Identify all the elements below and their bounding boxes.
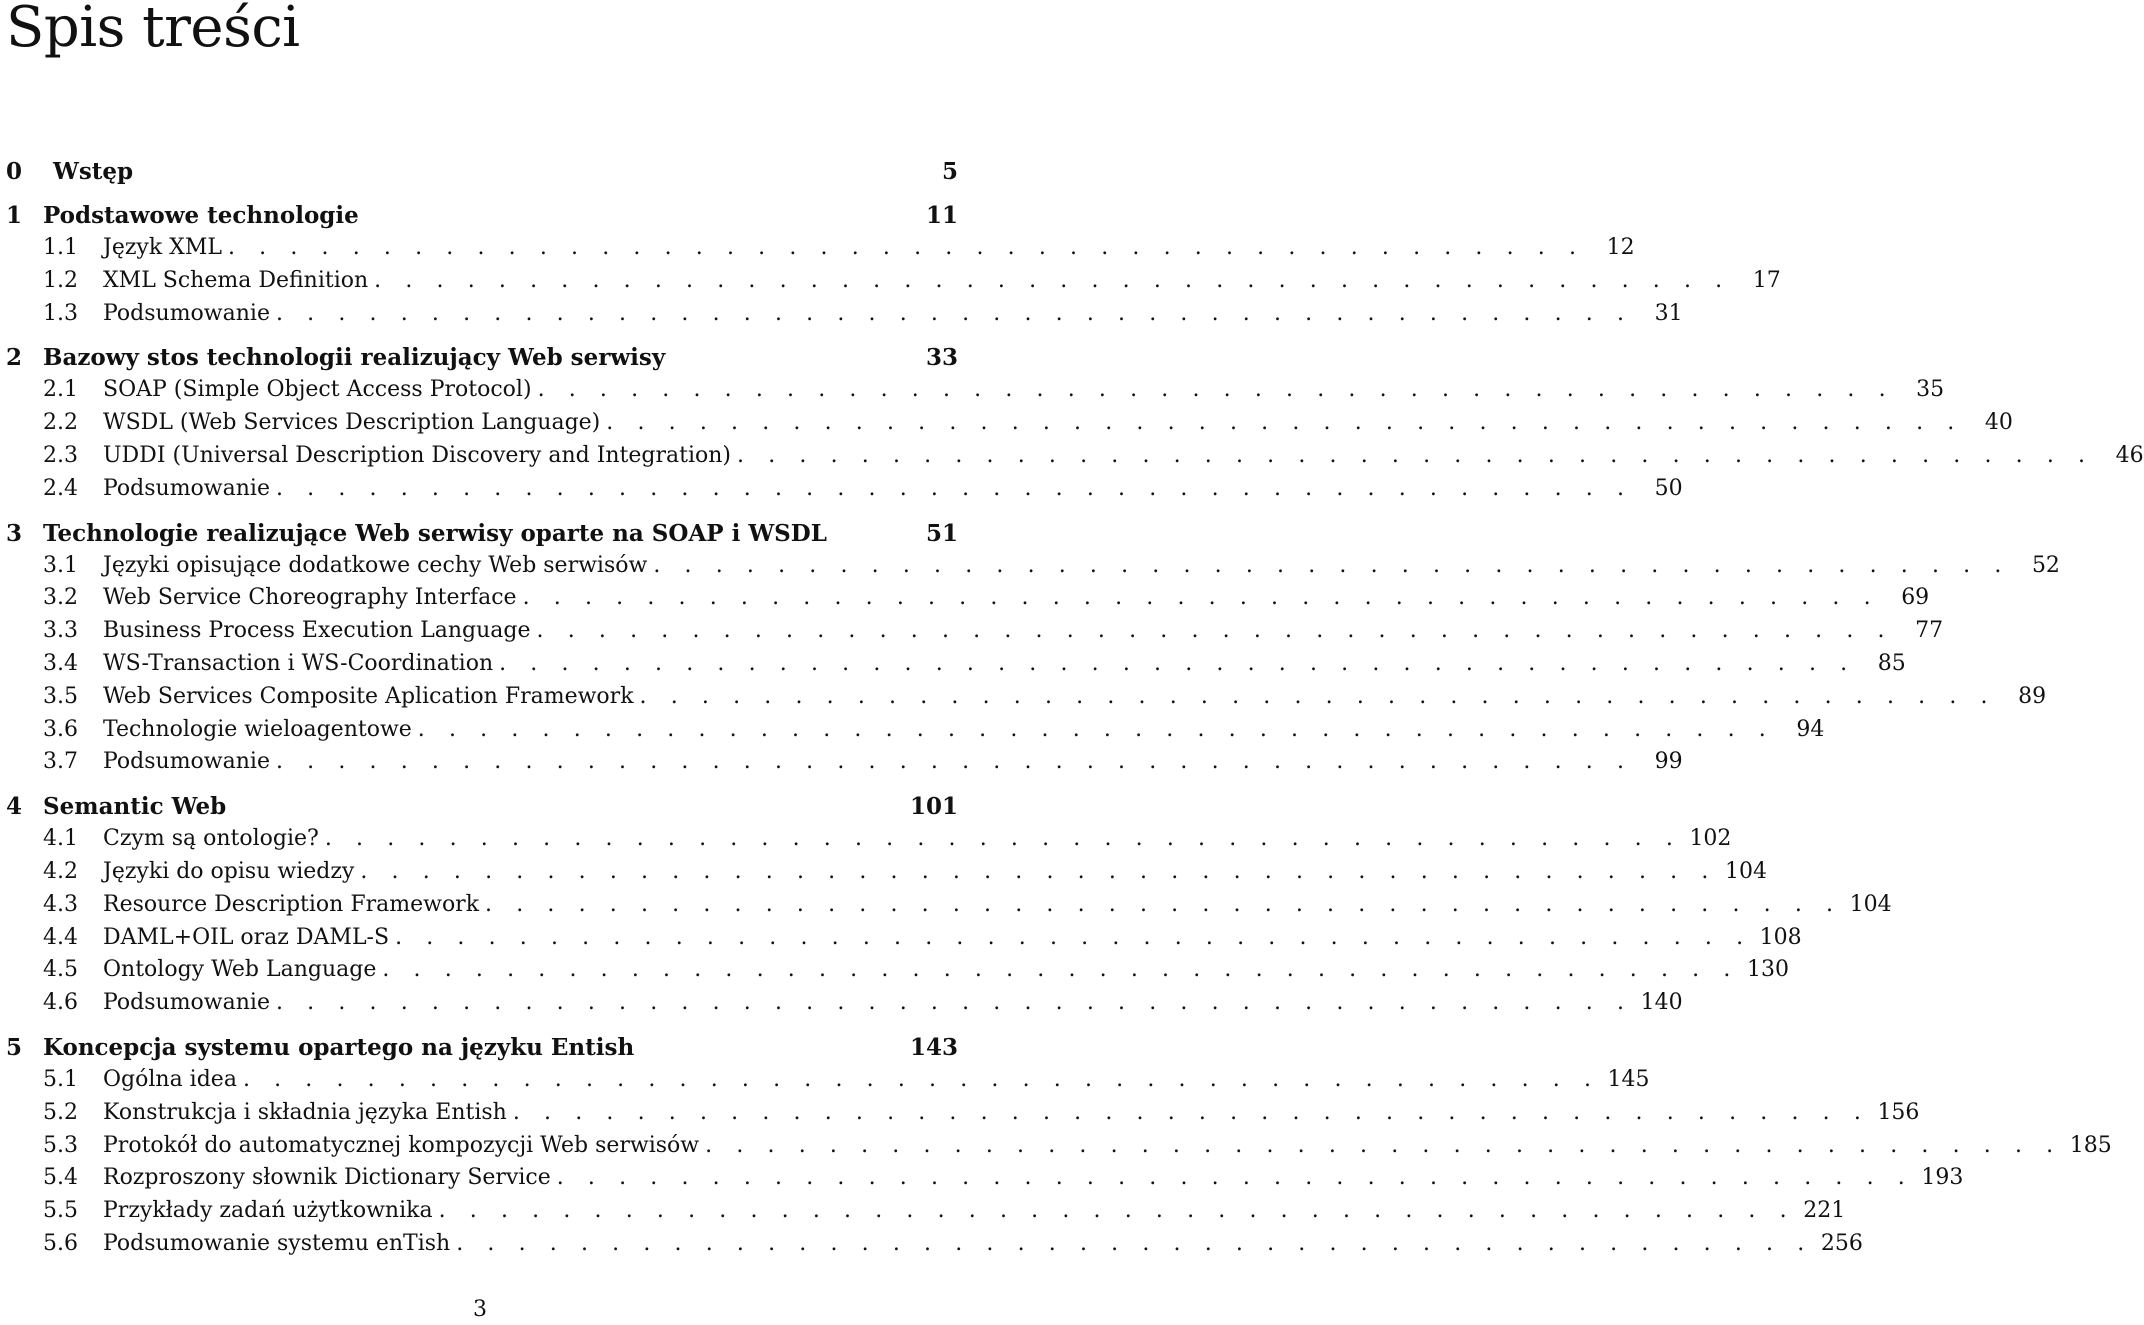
- section-number: 5.1: [43, 1066, 78, 1092]
- section-title: Języki opisujące dodatkowe cechy Web serwisów: [103, 552, 648, 578]
- toc-section[interactable]: [6, 582, 1930, 615]
- section-title: Ontology Web Language: [103, 957, 377, 983]
- toc-section[interactable]: [6, 954, 1789, 987]
- toc-section[interactable]: [6, 615, 1944, 648]
- toc-section[interactable]: [6, 407, 2013, 440]
- dot-leader: . . . . . . . . . . . . . . . . . . . . . . . . . . . . . . . . . . . . . . . . . . . .: [499, 650, 1856, 676]
- section-number: 1.1: [43, 235, 78, 260]
- section-title: Podsumowanie: [103, 475, 270, 501]
- chapter-number: 0: [6, 158, 23, 185]
- chapter-number: 3: [6, 519, 23, 547]
- dot-leader: . . . . . . . . . . . . . . . . . . . . . . . . . . . . . . . . . . . . . . . . . . . .: [382, 957, 1739, 983]
- dot-leader: . . . . . . . . . . . . . . . . . . . . . . . . . . . . . . . . . . . . . . . . . . . .: [275, 749, 1633, 775]
- section-page: 17: [1752, 267, 1781, 293]
- section-title: Podsumowanie: [103, 990, 270, 1016]
- section-number: 4.4: [43, 924, 78, 950]
- toc-section[interactable]: [6, 856, 1767, 889]
- section-title: Rozproszony słownik Dictionary Service: [103, 1165, 551, 1191]
- section-page: 156: [1877, 1099, 1920, 1125]
- chapter-title: Koncepcja systemu opartego na języku Entish: [43, 1033, 635, 1061]
- chapter-title: Technologie realizujące Web serwisy oparte na SOAP i WSDL: [43, 519, 827, 547]
- chapter-title: Semantic Web: [43, 793, 227, 821]
- section-title: Web Services Composite Aplication Framework: [103, 683, 634, 709]
- section-page: 130: [1746, 957, 1789, 983]
- section-page: 94: [1796, 716, 1825, 742]
- dot-leader: . . . . . . . . . . . . . . . . . . . . . . . . . . . . . . . . . . . . . . . . . . . .: [606, 410, 1963, 436]
- section-number: 2.4: [43, 475, 78, 501]
- toc-section[interactable]: [6, 922, 1802, 955]
- section-number: 2.1: [43, 377, 78, 403]
- table-of-contents: [6, 155, 2144, 1261]
- section-title: Ogólna idea: [103, 1066, 237, 1092]
- dot-leader: . . . . . . . . . . . . . . . . . . . . . . . . . . . . . . . . . . . . . . . . . . . .: [556, 1165, 1914, 1191]
- dot-leader: . . . . . . . . . . . . . . . . . . . . . . . . . . . . . . . . . . . . . . . . . . . .: [275, 990, 1633, 1016]
- toc-section[interactable]: [6, 648, 1906, 681]
- toc-section[interactable]: [6, 1162, 1964, 1195]
- dot-leader: . . . . . . . . . . . . . . . . . . . . . . . . . . . . . . . . . . . . . . . . . . . .: [360, 858, 1717, 884]
- chapter-title: Bazowy stos technologii realizujący Web serwisy: [43, 344, 666, 372]
- section-title: SOAP (Simple Object Access Protocol): [103, 377, 532, 403]
- section-page: 89: [2018, 683, 2047, 709]
- dot-leader: . . . . . . . . . . . . . . . . . . . . . . . . . . . . . . . . . . . . . . . . . . . .: [737, 442, 2094, 468]
- toc-section[interactable]: [6, 1228, 1863, 1261]
- section-number: 3.1: [43, 552, 78, 578]
- section-page: 46: [2115, 442, 2144, 468]
- section-number: 3.5: [43, 683, 78, 709]
- section-page: 99: [1654, 749, 1683, 775]
- dot-leader: . . . . . . . . . . . . . . . . . . . . . . . . . . . . . . . . . . . . . . . . . . . .: [395, 924, 1752, 950]
- section-title: Czym są ontologie?: [103, 826, 319, 852]
- chapter-page: 101: [909, 793, 958, 821]
- chapter-title: Wstęp: [53, 158, 134, 185]
- section-title: Podsumowanie: [103, 300, 270, 326]
- section-title: WS-Transaction i WS-Coordination: [103, 650, 494, 676]
- section-number: 2.2: [43, 410, 78, 436]
- dot-leader: . . . . . . . . . . . . . . . . . . . . . . . . . . . . . . . . . . . . . . . . . . . .: [512, 1099, 1870, 1125]
- toc-section[interactable]: [6, 987, 1683, 1020]
- toc-section[interactable]: [6, 265, 1781, 298]
- section-number: 3.6: [43, 716, 78, 742]
- section-title: Podsumowanie: [103, 749, 270, 775]
- dot-leader: . . . . . . . . . . . . . . . . . . . . . . . . . . . . . . . . . . . . . . . . . . . .: [438, 1198, 1796, 1224]
- dot-leader: . . . . . . . . . . . . . . . . . . . . . . . . . . . . . . . . . . . . . . . . . . . .: [456, 1230, 1813, 1256]
- toc-section[interactable]: [6, 232, 1635, 265]
- section-number: 4.1: [43, 826, 78, 852]
- toc-chapter[interactable]: [6, 1031, 958, 1064]
- toc-section[interactable]: [6, 681, 2047, 714]
- section-page: 77: [1915, 618, 1944, 644]
- section-title: UDDI (Universal Description Discovery and Integration): [103, 442, 732, 468]
- section-title: Przykłady zadań użytkownika: [103, 1198, 433, 1224]
- section-page: 185: [2069, 1132, 2112, 1158]
- section-page: 193: [1921, 1165, 1964, 1191]
- chapter-page: 33: [925, 344, 958, 372]
- section-page: 52: [2031, 552, 2060, 578]
- section-title: Podsumowanie systemu enTish: [103, 1230, 451, 1256]
- toc-section[interactable]: [6, 440, 2144, 473]
- section-number: 2.3: [43, 442, 78, 468]
- section-title: Business Process Execution Language: [103, 618, 531, 644]
- section-title: Protokół do automatycznej kompozycji Web serwisów: [103, 1132, 700, 1158]
- page-title: Spis treści: [6, 0, 300, 60]
- dot-leader: . . . . . . . . . . . . . . . . . . . . . . . . . . . . . . . . . . . . . . . . . . . .: [374, 267, 1731, 293]
- toc-chapter[interactable]: [6, 199, 958, 232]
- section-page: 221: [1803, 1198, 1846, 1224]
- toc-section[interactable]: [6, 714, 1825, 747]
- section-page: 102: [1689, 826, 1732, 852]
- toc-section[interactable]: [6, 1097, 1920, 1130]
- section-page: 31: [1654, 300, 1683, 326]
- toc-section[interactable]: [6, 1130, 2112, 1163]
- section-title: Język XML: [103, 235, 222, 260]
- chapter-number: 5: [6, 1033, 23, 1061]
- section-number: 4.6: [43, 990, 78, 1016]
- dot-leader: . . . . . . . . . . . . . . . . . . . . . . . . . . . . . . . . . . . . . . . . . . . .: [485, 891, 1842, 917]
- section-title: WSDL (Web Services Description Language): [103, 410, 601, 436]
- section-number: 4.5: [43, 957, 78, 983]
- section-page: 108: [1759, 924, 1802, 950]
- dot-leader: . . . . . . . . . . . . . . . . . . . . . . . . . . . . . . . . . . . . . . . . . . . .: [227, 235, 1585, 260]
- section-page: 35: [1916, 377, 1945, 403]
- toc-section[interactable]: [6, 298, 1683, 331]
- toc-section[interactable]: [6, 374, 1945, 407]
- section-page: 145: [1607, 1066, 1650, 1092]
- dot-leader: . . . . . . . . . . . . . . . . . . . . . . . . . . . . . . . . . . . . . . . . . . . .: [705, 1132, 2062, 1158]
- toc-chapter[interactable]: [6, 155, 958, 188]
- section-title: XML Schema Definition: [103, 267, 369, 293]
- dot-leader: . . . . . . . . . . . . . . . . . . . . . . . . . . . . . . . . . . . . . . . . . . . .: [536, 618, 1894, 644]
- section-page: 50: [1654, 475, 1683, 501]
- toc-section[interactable]: [6, 889, 1892, 922]
- toc-section[interactable]: [6, 823, 1732, 856]
- dot-leader: . . . . . . . . . . . . . . . . . . . . . . . . . . . . . . . . . . . . . . . . . . . .: [417, 716, 1775, 742]
- toc-chapter[interactable]: [6, 517, 958, 550]
- section-page: 69: [1901, 585, 1930, 611]
- toc-section[interactable]: [6, 1195, 1846, 1228]
- dot-leader: . . . . . . . . . . . . . . . . . . . . . . . . . . . . . . . . . . . . . . . . . . . .: [324, 826, 1682, 852]
- chapter-number: 2: [6, 344, 23, 372]
- section-title: DAML+OIL oraz DAML-S: [103, 924, 390, 950]
- dot-leader: . . . . . . . . . . . . . . . . . . . . . . . . . . . . . . . . . . . . . . . . . . . .: [639, 683, 1997, 709]
- section-page: 256: [1820, 1230, 1863, 1256]
- section-number: 1.2: [43, 267, 78, 293]
- dot-leader: . . . . . . . . . . . . . . . . . . . . . . . . . . . . . . . . . . . . . . . . . . . .: [653, 552, 2010, 578]
- section-page: 40: [1984, 410, 2013, 436]
- section-page: 104: [1849, 891, 1892, 917]
- toc-section[interactable]: [6, 550, 2060, 583]
- section-page: 85: [1877, 650, 1906, 676]
- section-number: 3.3: [43, 618, 78, 644]
- toc-chapter[interactable]: [6, 790, 958, 823]
- section-number: 4.3: [43, 891, 78, 917]
- toc-section[interactable]: [6, 746, 1683, 779]
- toc-section[interactable]: [6, 473, 1683, 506]
- section-title: Konstrukcja i składnia języka Entish: [103, 1099, 507, 1125]
- section-number: 3.4: [43, 650, 78, 676]
- chapter-page: 5: [941, 158, 958, 185]
- section-page: 104: [1724, 858, 1767, 884]
- chapter-number: 1: [6, 202, 23, 229]
- section-title: Języki do opisu wiedzy: [103, 858, 355, 884]
- section-page: 12: [1606, 235, 1635, 260]
- chapter-page: 51: [925, 519, 958, 547]
- section-page: 140: [1640, 990, 1683, 1016]
- section-number: 5.3: [43, 1132, 78, 1158]
- dot-leader: . . . . . . . . . . . . . . . . . . . . . . . . . . . . . . . . . . . . . . . . . . . .: [522, 585, 1880, 611]
- toc-chapter[interactable]: [6, 341, 958, 374]
- chapter-page: 143: [909, 1033, 958, 1061]
- dot-leader: . . . . . . . . . . . . . . . . . . . . . . . . . . . . . . . . . . . . . . . . . . . .: [275, 475, 1633, 501]
- section-number: 3.2: [43, 585, 78, 611]
- chapter-number: 4: [6, 793, 23, 821]
- section-title: Web Service Choreography Interface: [103, 585, 517, 611]
- section-number: 1.3: [43, 300, 78, 326]
- section-number: 5.4: [43, 1165, 78, 1191]
- section-title: Technologie wieloagentowe: [103, 716, 412, 742]
- section-number: 5.6: [43, 1230, 78, 1256]
- section-number: 5.2: [43, 1099, 78, 1125]
- section-number: 3.7: [43, 749, 78, 775]
- dot-leader: . . . . . . . . . . . . . . . . . . . . . . . . . . . . . . . . . . . . . . . . . . . .: [537, 377, 1895, 403]
- page-number: 3: [473, 1297, 487, 1322]
- toc-section[interactable]: [6, 1064, 1650, 1097]
- dot-leader: . . . . . . . . . . . . . . . . . . . . . . . . . . . . . . . . . . . . . . . . . . . .: [242, 1066, 1600, 1092]
- chapter-title: Podstawowe technologie: [43, 202, 359, 229]
- section-number: 4.2: [43, 858, 78, 884]
- section-title: Resource Description Framework: [103, 891, 480, 917]
- chapter-page: 11: [925, 202, 958, 229]
- section-number: 5.5: [43, 1198, 78, 1224]
- dot-leader: . . . . . . . . . . . . . . . . . . . . . . . . . . . . . . . . . . . . . . . . . . . .: [275, 300, 1633, 326]
